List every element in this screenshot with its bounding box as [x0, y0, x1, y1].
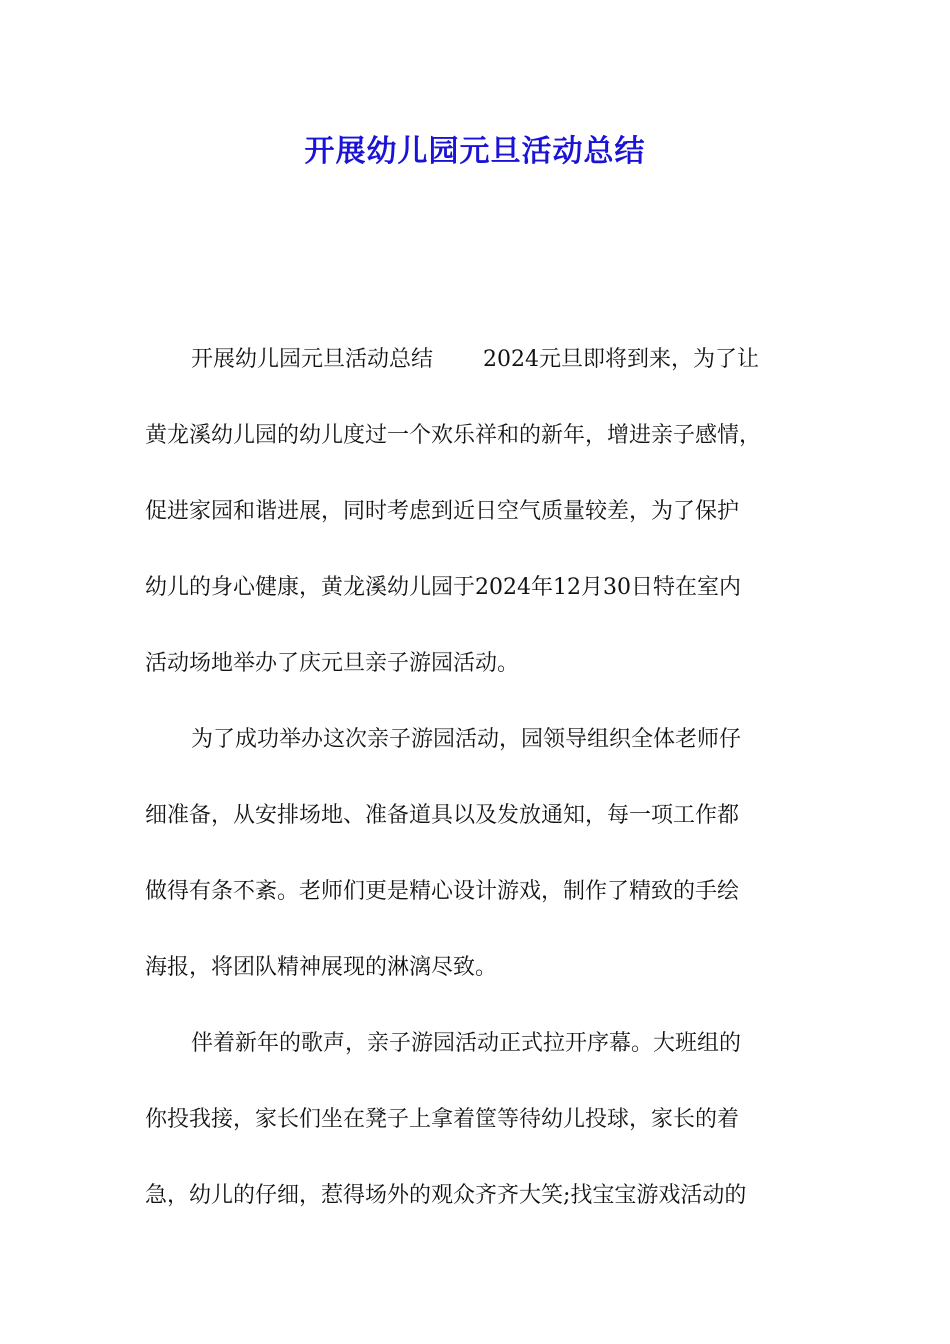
- intro-text: 2024元旦即将到来，为了让: [483, 347, 760, 372]
- paragraph-line: 活动场地举办了庆元旦亲子游园活动。: [145, 651, 520, 676]
- document-body: [145, 336, 810, 1248]
- paragraph-1: [145, 336, 810, 688]
- intro-heading-text: 开展幼儿园元旦活动总结: [191, 347, 434, 372]
- paragraph-line: 急，幼儿的仔细，惹得场外的观众齐齐大笑;找宝宝游戏活动的: [145, 1183, 747, 1208]
- paragraph-line: 幼儿的身心健康，黄龙溪幼儿园于2024年12月30日特在室内: [145, 575, 741, 600]
- document-title: 开展幼儿园元旦活动总结: [304, 134, 646, 169]
- paragraph-line: 你投我接，家长们坐在凳子上拿着筐等待幼儿投球，家长的着: [145, 1107, 740, 1132]
- paragraph-line: 促进家园和谐进展，同时考虑到近日空气质量较差，为了保护: [145, 499, 740, 524]
- paragraph-2: [145, 716, 810, 992]
- paragraph-line: 海报，将团队精神展现的淋漓尽致。: [145, 955, 498, 980]
- paragraph-line: 伴着新年的歌声，亲子游园活动正式拉开序幕。大班组的: [191, 1031, 742, 1056]
- paragraph-line: 细准备，从安排场地、准备道具以及发放通知，每一项工作都: [145, 803, 740, 828]
- paragraph-3: [145, 1020, 810, 1220]
- paragraph-line: 黄龙溪幼儿园的幼儿度过一个欢乐祥和的新年，增进亲子感情，: [145, 423, 762, 448]
- paragraph-line: [145, 336, 810, 384]
- paragraph-line: 做得有条不紊。老师们更是精心设计游戏，制作了精致的手绘: [145, 879, 740, 904]
- paragraph-line: 为了成功举办这次亲子游园活动，园领导组织全体老师仔: [191, 727, 742, 752]
